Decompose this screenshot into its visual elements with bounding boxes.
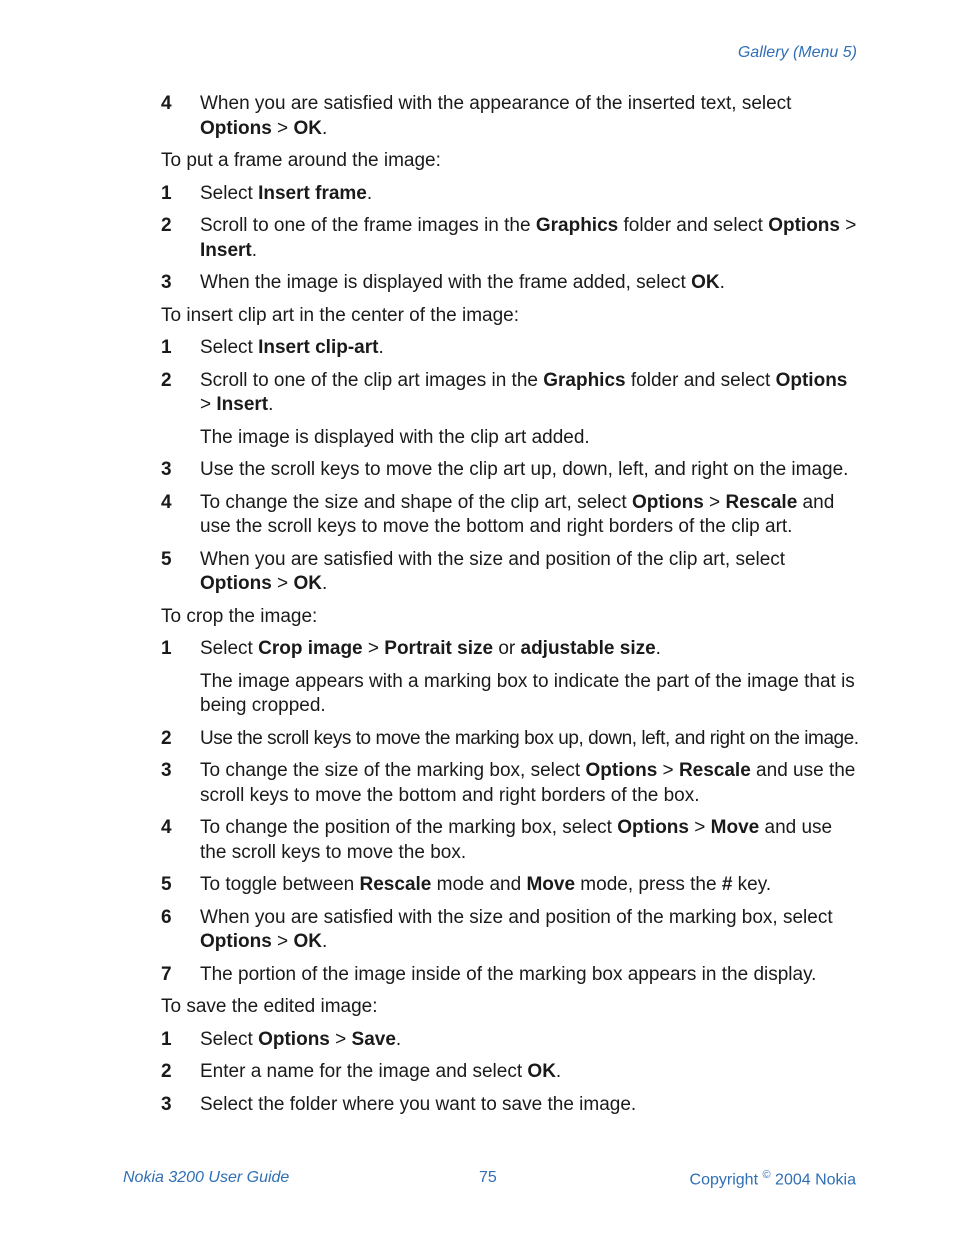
text-run: Select [200, 337, 259, 358]
step-number: 3 [161, 272, 172, 293]
text-run: The image is displayed with the clip art added. [200, 426, 590, 448]
step-number: 2 [161, 369, 172, 391]
numbered-step [161, 92, 861, 141]
step-text [200, 1093, 861, 1118]
ui-term: OK [293, 573, 322, 594]
step-number: 5 [161, 548, 172, 570]
step-text [200, 271, 861, 296]
page-body [161, 92, 861, 1125]
text-run: Select the folder where you want to save the image. [200, 1093, 637, 1115]
text-run: > [271, 117, 294, 139]
footer-page-number: 75 [479, 1169, 497, 1186]
ui-term: OK [293, 931, 322, 952]
numbered-step [161, 458, 861, 483]
numbered-step [161, 214, 861, 263]
numbered-step [161, 491, 861, 540]
numbered-step [161, 759, 861, 808]
numbered-step [161, 873, 861, 898]
step-text [200, 873, 861, 898]
footer-guide-title: Nokia 3200 User Guide [123, 1169, 290, 1186]
text-run: When you are satisfied with the appearance of the inserted text, select [200, 93, 792, 114]
text-run: . [321, 117, 328, 139]
step-number: 4 [161, 491, 172, 513]
text-run: To toggle between [200, 874, 360, 895]
text-run: When you are satisfied with the size and position of the clip art, select [200, 548, 786, 570]
ui-term: Move [526, 874, 576, 895]
step-text [200, 369, 861, 418]
text-run: Select [200, 182, 259, 204]
text-run: . [378, 337, 384, 358]
step-number: 2 [161, 727, 172, 749]
copyright-label: Copyright [689, 1171, 759, 1189]
text-run: > [703, 491, 726, 513]
step-number: 2 [161, 1061, 172, 1082]
step-text [200, 92, 861, 141]
numbered-step [161, 1093, 861, 1118]
ui-term: Options [200, 573, 272, 594]
intro-paragraph [161, 149, 861, 174]
numbered-step [161, 369, 861, 418]
intro-paragraph [161, 995, 861, 1020]
step-text [200, 906, 861, 955]
ui-term: OK [691, 272, 720, 293]
text-run: To crop the image: [161, 605, 318, 627]
text-run: . [395, 1028, 402, 1050]
step-number: 1 [161, 182, 172, 204]
text-run: mode and [431, 874, 527, 895]
step-text [200, 759, 861, 808]
step-text [200, 1028, 861, 1053]
ui-term: Options [585, 760, 658, 781]
step-text [200, 458, 861, 483]
ui-term: Graphics [535, 215, 619, 236]
text-run: and use the scroll keys to move the box. [200, 817, 833, 863]
ui-term: Rescale [678, 760, 751, 781]
text-run: The image appears with a marking box to indicate the part of the image that is being cropped. [200, 670, 855, 716]
step-number: 4 [161, 817, 172, 838]
text-run: folder and select [625, 369, 776, 391]
numbered-step [161, 727, 861, 752]
text-run: Scroll to one of the frame images in the [200, 215, 536, 236]
text-run: To save the edited image: [161, 996, 378, 1017]
ui-term: Options [775, 369, 848, 391]
step-text [200, 727, 861, 752]
ui-term: Options [258, 1028, 330, 1050]
step-number: 1 [161, 638, 172, 659]
ui-term: Rescale [725, 491, 798, 513]
ui-term: Insert [216, 394, 269, 415]
ui-term: Insert frame [258, 182, 367, 204]
text-run: Select [200, 638, 259, 659]
ui-term: OK [527, 1061, 556, 1082]
text-run: . [268, 394, 274, 415]
text-run: > [200, 394, 217, 415]
ui-term: Graphics [543, 369, 626, 391]
text-run: . [719, 272, 725, 293]
step-text [200, 637, 861, 662]
ui-term: adjustable size [520, 638, 656, 659]
text-run: > [688, 817, 711, 838]
ui-term: Portrait size [384, 638, 494, 659]
step-number: 3 [161, 459, 172, 480]
ui-term: # [721, 874, 733, 895]
step-number: 7 [161, 963, 172, 985]
ui-term: Options [200, 931, 272, 952]
step-text [200, 336, 861, 361]
intro-paragraph [161, 605, 861, 630]
ui-term: Options [632, 491, 704, 513]
text-run: > [271, 931, 294, 952]
text-run: or [493, 638, 521, 659]
copyright-symbol: © [762, 1169, 771, 1181]
text-run: mode, press the [575, 874, 722, 895]
text-run: The portion of the image inside of the marking box appears in the display. [200, 963, 817, 985]
numbered-step [161, 906, 861, 955]
step-number: 6 [161, 906, 172, 928]
text-run: folder and select [618, 215, 769, 236]
step-text [200, 182, 861, 207]
step-number: 1 [161, 1028, 172, 1050]
ui-term: Move [710, 817, 760, 838]
ui-term: Options [617, 817, 689, 838]
step-number: 5 [161, 874, 172, 895]
text-run: To insert clip art in the center of the image: [161, 304, 520, 326]
text-run: . [321, 931, 328, 952]
text-run: > [657, 760, 679, 781]
step-number: 2 [161, 215, 172, 236]
text-run: Select [200, 1028, 259, 1050]
text-run: > [839, 215, 857, 236]
text-run: . [366, 182, 373, 204]
text-run: > [271, 573, 294, 594]
step-note [200, 426, 861, 451]
step-text [200, 816, 861, 865]
text-run: To put a frame around the image: [161, 150, 441, 171]
step-text [200, 548, 861, 597]
text-run: When the image is displayed with the frame added, select [200, 272, 692, 293]
text-run: . [555, 1061, 562, 1082]
text-run: > [362, 638, 385, 659]
numbered-step [161, 963, 861, 988]
text-run: > [329, 1028, 352, 1050]
intro-paragraph [161, 304, 861, 329]
numbered-step [161, 1028, 861, 1053]
text-run: Enter a name for the image and select [200, 1061, 528, 1082]
ui-term: Options [768, 215, 840, 236]
step-note [200, 670, 861, 719]
text-run: When you are satisfied with the size and position of the marking box, select [200, 906, 833, 928]
text-run: To change the size of the marking box, select [200, 760, 586, 781]
numbered-step [161, 182, 861, 207]
text-run: and use the scroll keys to move the bottom and right borders of the box. [200, 760, 856, 806]
text-run: . [321, 573, 328, 594]
text-run: Use the scroll keys to move the marking box up, down, left, and right on the image. [200, 727, 859, 749]
step-text [200, 963, 861, 988]
step-number: 4 [161, 93, 172, 114]
numbered-step [161, 336, 861, 361]
running-header: Gallery (Menu 5) [737, 44, 857, 61]
step-number: 3 [161, 760, 172, 781]
step-text [200, 1060, 861, 1085]
step-number: 1 [161, 337, 172, 358]
ui-term: OK [293, 117, 322, 139]
text-run: To change the position of the marking box, select [200, 817, 618, 838]
text-run: Use the scroll keys to move the clip art up, down, left, and right on the image. [200, 459, 849, 480]
step-number: 3 [161, 1093, 172, 1115]
step-text [200, 214, 861, 263]
text-run: To change the size and shape of the clip art, select [200, 491, 632, 513]
ui-term: Rescale [359, 874, 432, 895]
numbered-step [161, 637, 861, 662]
copyright-year-owner: 2004 Nokia [775, 1171, 856, 1189]
numbered-step [161, 816, 861, 865]
text-run: Scroll to one of the clip art images in the [200, 369, 544, 391]
numbered-step [161, 548, 861, 597]
step-text [200, 491, 861, 540]
text-run: key. [732, 874, 772, 895]
text-run: . [655, 638, 661, 659]
text-run: . [251, 239, 258, 261]
numbered-step [161, 1060, 861, 1085]
ui-term: Options [200, 117, 272, 139]
ui-term: Insert [200, 239, 252, 261]
ui-term: Crop image [258, 638, 363, 659]
ui-term: Save [351, 1028, 396, 1050]
ui-term: Insert clip-art [258, 337, 379, 358]
numbered-step [161, 271, 861, 296]
text-run: and use the scroll keys to move the bottom and right borders of the clip art. [200, 491, 835, 537]
footer-copyright [690, 1169, 856, 1189]
